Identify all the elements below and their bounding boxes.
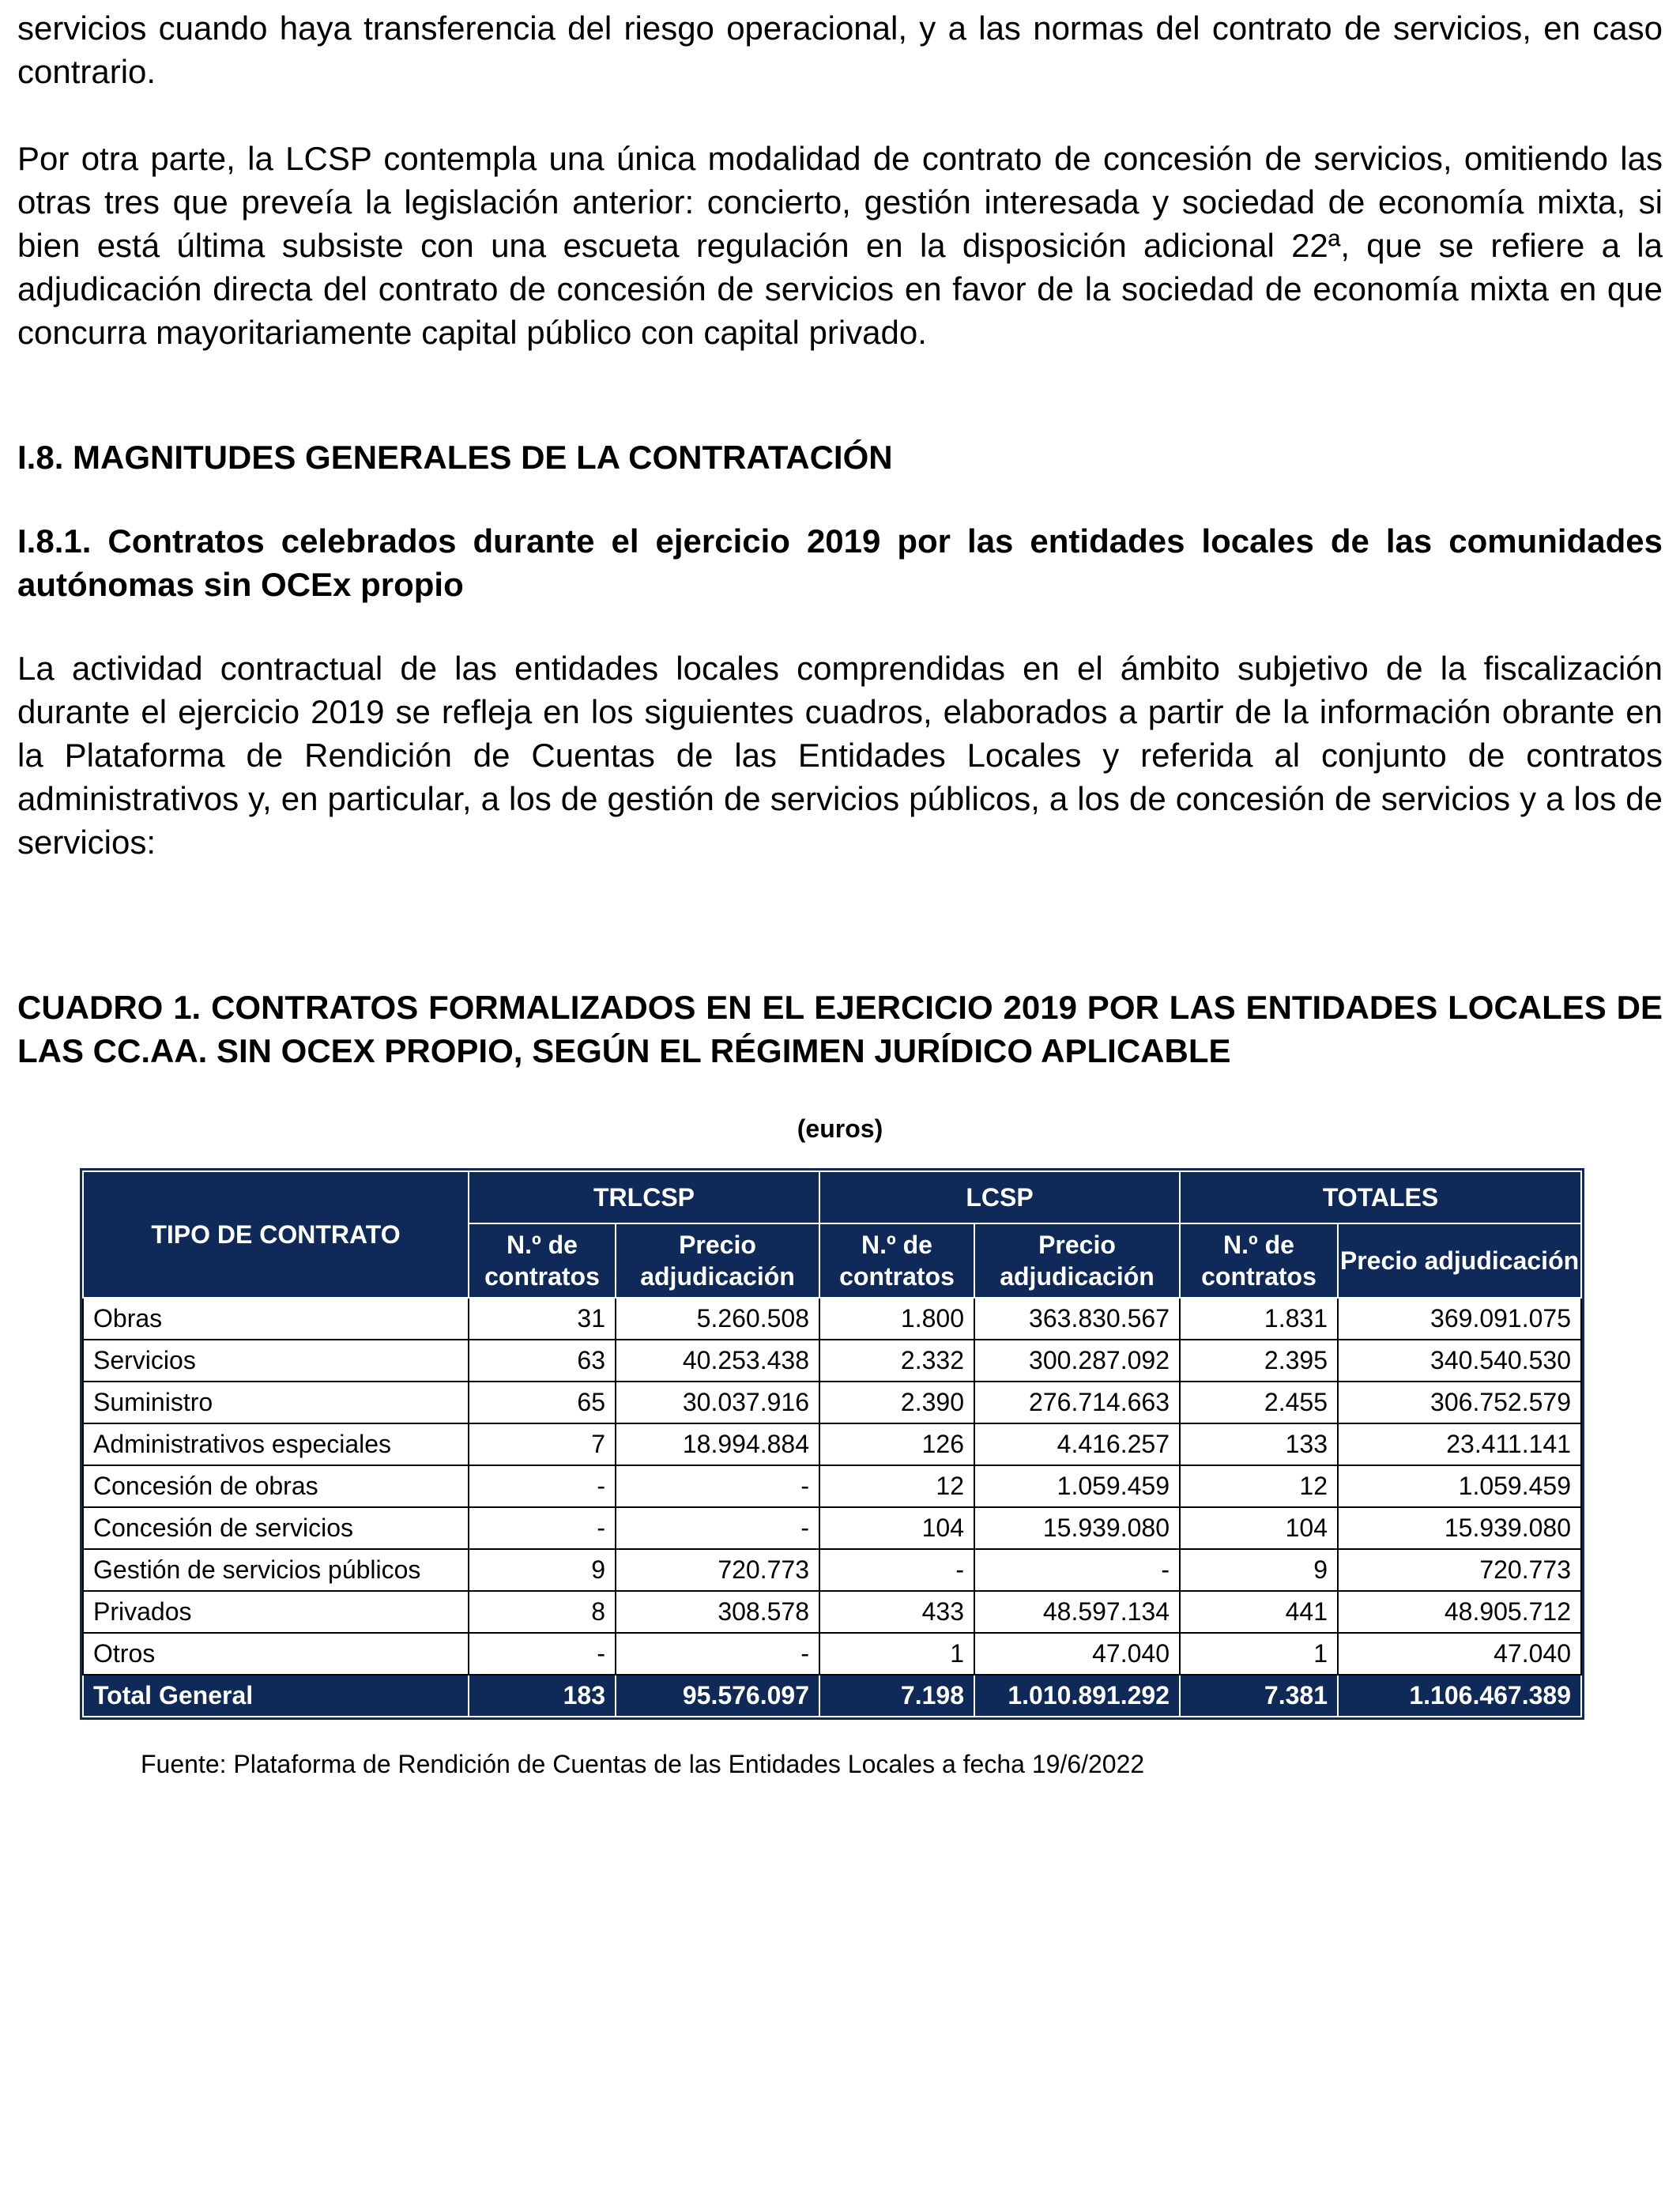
- cell-trl-n: 63: [469, 1340, 616, 1382]
- cell-tipo: Otros: [83, 1633, 469, 1675]
- cell-trl-p: 40.253.438: [616, 1340, 819, 1382]
- cell-lcsp-p: 4.416.257: [974, 1423, 1180, 1465]
- cell-trl-n: -: [469, 1633, 616, 1675]
- header-precio: Precio adjudicación: [1338, 1223, 1581, 1298]
- table-row: [83, 1549, 1581, 1591]
- cell-tot-n: 441: [1180, 1591, 1338, 1633]
- cell-tot-n: 104: [1180, 1507, 1338, 1549]
- cell-tot-n: 1: [1180, 1633, 1338, 1675]
- header-tipo-contrato: TIPO DE CONTRATO: [83, 1171, 469, 1298]
- cell-lcsp-n: 126: [819, 1423, 974, 1465]
- cell-trl-n: 183: [469, 1675, 616, 1717]
- cell-lcsp-n: 1: [819, 1633, 974, 1675]
- cell-lcsp-n: 12: [819, 1465, 974, 1507]
- cell-tipo: Concesión de servicios: [83, 1507, 469, 1549]
- cell-tot-p: 48.905.712: [1338, 1591, 1581, 1633]
- cell-tot-p: 1.106.467.389: [1338, 1675, 1581, 1717]
- header-precio: Precio adjudicación: [616, 1223, 819, 1298]
- cell-tipo: Servicios: [83, 1340, 469, 1382]
- paragraph-intro-continuation: servicios cuando haya transferencia del riesgo operacional, y a las normas del contrato de servicios, en caso contrario.: [17, 9, 1663, 90]
- cell-lcsp-n: 2.332: [819, 1340, 974, 1382]
- cell-tot-n: 7.381: [1180, 1675, 1338, 1717]
- cell-trl-p: 5.260.508: [616, 1298, 819, 1340]
- table-row: [83, 1340, 1581, 1382]
- subsection-heading: I.8.1. Contratos celebrados durante el ejercicio 2019 por las entidades locales de las comunidades autónomas sin OCEx propio: [17, 522, 1663, 603]
- cell-tot-p: 47.040: [1338, 1633, 1581, 1675]
- header-group-trlcsp: TRLCSP: [469, 1171, 819, 1223]
- header-precio: Precio adjudicación: [974, 1223, 1180, 1298]
- cell-trl-n: 31: [469, 1298, 616, 1340]
- table-row: [83, 1591, 1581, 1633]
- cell-tot-p: 306.752.579: [1338, 1382, 1581, 1423]
- cell-lcsp-n: 104: [819, 1507, 974, 1549]
- cell-tot-p: 23.411.141: [1338, 1423, 1581, 1465]
- table-units: (euros): [797, 1114, 883, 1143]
- cell-tot-n: 2.455: [1180, 1382, 1338, 1423]
- cell-tipo: Gestión de servicios públicos: [83, 1549, 469, 1591]
- cell-trl-p: -: [616, 1633, 819, 1675]
- cell-trl-p: -: [616, 1465, 819, 1507]
- cell-trl-p: 95.576.097: [616, 1675, 819, 1717]
- cell-trl-n: 8: [469, 1591, 616, 1633]
- table-title: CUADRO 1. CONTRATOS FORMALIZADOS EN EL EJERCICIO 2019 POR LAS ENTIDADES LOCALES DE LAS CC.AA. SIN OCEX PROPIO, SEGÚN EL RÉGIMEN JURÍDICO APLICABLE: [17, 989, 1663, 1069]
- section-heading: I.8. MAGNITUDES GENERALES DE LA CONTRATACIÓN: [17, 439, 893, 476]
- cell-lcsp-p: -: [974, 1549, 1180, 1591]
- cell-lcsp-n: 1.800: [819, 1298, 974, 1340]
- cell-tot-p: 1.059.459: [1338, 1465, 1581, 1507]
- table-row: [83, 1382, 1581, 1423]
- cell-tot-n: 2.395: [1180, 1340, 1338, 1382]
- table-source-note: Fuente: Plataforma de Rendición de Cuentas de las Entidades Locales a fecha 19/6/2022: [141, 1750, 1145, 1778]
- cell-trl-p: 308.578: [616, 1591, 819, 1633]
- cell-lcsp-p: 300.287.092: [974, 1340, 1180, 1382]
- cell-lcsp-n: 7.198: [819, 1675, 974, 1717]
- cell-lcsp-p: 1.010.891.292: [974, 1675, 1180, 1717]
- cell-tot-n: 9: [1180, 1549, 1338, 1591]
- cell-tipo: Total General: [83, 1675, 469, 1717]
- cell-lcsp-p: 48.597.134: [974, 1591, 1180, 1633]
- cell-tot-n: 133: [1180, 1423, 1338, 1465]
- cell-lcsp-p: 276.714.663: [974, 1382, 1180, 1423]
- cell-lcsp-p: 15.939.080: [974, 1507, 1180, 1549]
- cell-trl-p: -: [616, 1507, 819, 1549]
- cell-tot-n: 12: [1180, 1465, 1338, 1507]
- cell-trl-p: 30.037.916: [616, 1382, 819, 1423]
- cell-tot-p: 340.540.530: [1338, 1340, 1581, 1382]
- cell-lcsp-p: 47.040: [974, 1633, 1180, 1675]
- cell-trl-n: -: [469, 1465, 616, 1507]
- table-row: [83, 1298, 1581, 1340]
- header-group-lcsp: LCSP: [819, 1171, 1180, 1223]
- cell-tot-n: 1.831: [1180, 1298, 1338, 1340]
- cell-trl-p: 720.773: [616, 1549, 819, 1591]
- cell-tot-p: 15.939.080: [1338, 1507, 1581, 1549]
- table-row: [83, 1465, 1581, 1507]
- cell-lcsp-n: 433: [819, 1591, 974, 1633]
- table-row: [83, 1423, 1581, 1465]
- cell-trl-n: -: [469, 1507, 616, 1549]
- cell-tot-p: 369.091.075: [1338, 1298, 1581, 1340]
- cell-trl-n: 7: [469, 1423, 616, 1465]
- header-group-totales: TOTALES: [1180, 1171, 1581, 1223]
- cell-trl-n: 65: [469, 1382, 616, 1423]
- cell-tipo: Suministro: [83, 1382, 469, 1423]
- cell-tipo: Privados: [83, 1591, 469, 1633]
- cell-tipo: Administrativos especiales: [83, 1423, 469, 1465]
- table-row: [83, 1507, 1581, 1549]
- contracts-table: [82, 1171, 1582, 1717]
- header-n-contratos: N.º de contratos: [1180, 1223, 1338, 1298]
- cell-trl-p: 18.994.884: [616, 1423, 819, 1465]
- paragraph-lcsp-modalidad: Por otra parte, la LCSP contempla una única modalidad de contrato de concesión de servicios, omitiendo las otras tres que preveía la legislación anterior: concierto, gestión interesada y sociedad de economía mixta, si bien está última subsiste con una escueta regulación en la disposición adicional 22ª, que se refiere a la adjudicación directa del contrato de concesión de servicios en favor de la sociedad de economía mixta en que concurra mayoritariamente capital público con capital privado.: [17, 140, 1663, 351]
- cell-tipo: Obras: [83, 1298, 469, 1340]
- cell-lcsp-n: 2.390: [819, 1382, 974, 1423]
- cell-tipo: Concesión de obras: [83, 1465, 469, 1507]
- cell-trl-n: 9: [469, 1549, 616, 1591]
- header-n-contratos: N.º de contratos: [819, 1223, 974, 1298]
- header-n-contratos: N.º de contratos: [469, 1223, 616, 1298]
- table-row: [83, 1633, 1581, 1675]
- table-total-row: [83, 1675, 1581, 1717]
- paragraph-actividad-contractual: La actividad contractual de las entidades locales comprendidas en el ámbito subjetivo de la fiscalización durante el ejercicio 2019 se refleja en los siguientes cuadros, elaborados a partir de la información obrante en la Plataforma de Rendición de Cuentas de las Entidades Locales y referida al conjunto de contratos administrativos y, en particular, a los de gestión de servicios públicos, a los de concesión de servicios y a los de servicios:: [17, 650, 1663, 861]
- cell-lcsp-p: 363.830.567: [974, 1298, 1180, 1340]
- cell-lcsp-p: 1.059.459: [974, 1465, 1180, 1507]
- cell-tot-p: 720.773: [1338, 1549, 1581, 1591]
- cell-lcsp-n: -: [819, 1549, 974, 1591]
